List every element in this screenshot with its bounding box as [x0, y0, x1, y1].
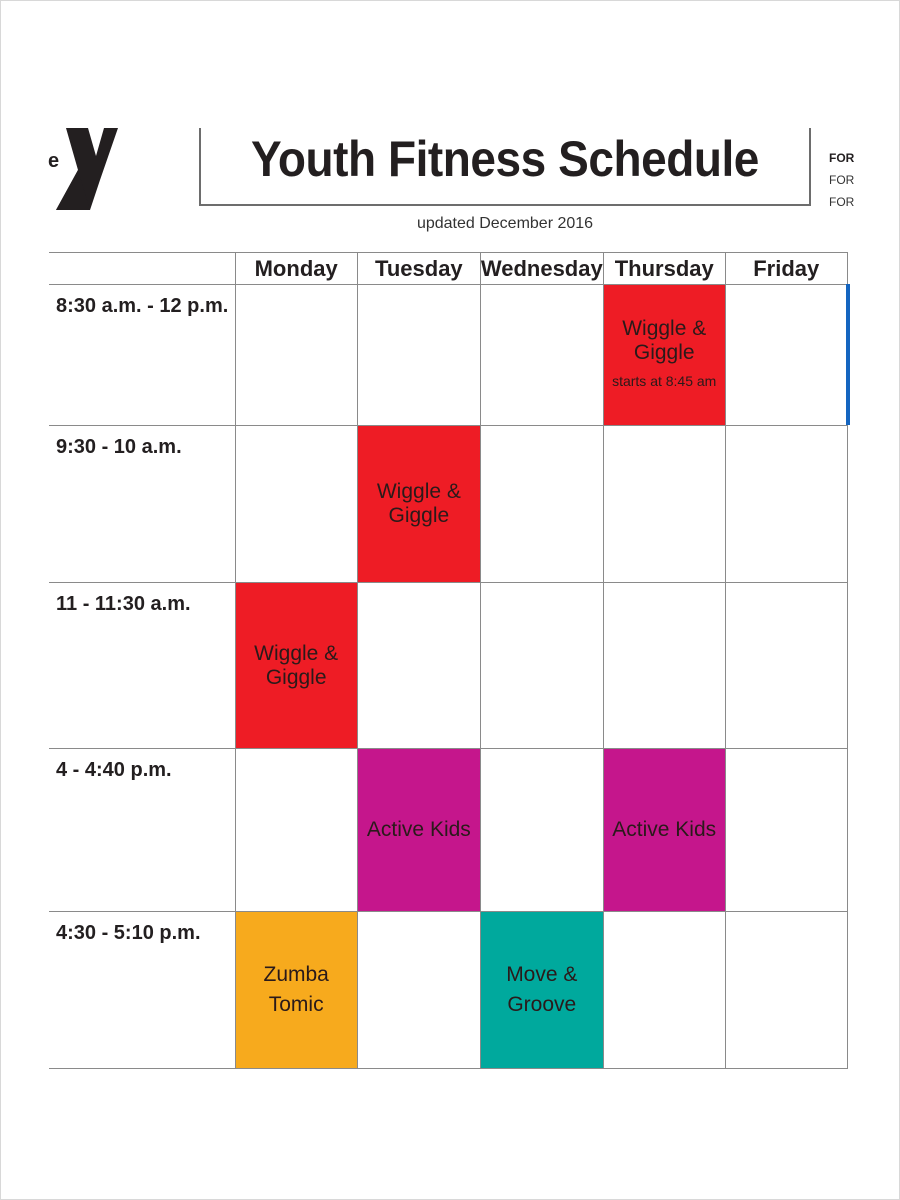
day-header-monday: Monday [235, 253, 357, 285]
updated-date: updated December 2016 [416, 215, 594, 232]
time-label: 4:30 - 5:10 p.m. [49, 912, 235, 1069]
empty-cell [603, 426, 725, 583]
empty-cell [235, 285, 357, 426]
empty-cell [725, 583, 847, 749]
side-text-3: FOR [829, 195, 855, 209]
table-row [49, 285, 847, 426]
empty-cell [480, 285, 603, 426]
side-text-2: FOR [829, 173, 855, 187]
empty-cell [725, 749, 847, 912]
schedule-table [49, 252, 848, 1069]
table-row [49, 583, 847, 749]
empty-cell [603, 912, 725, 1069]
blue-edge-marker [846, 284, 850, 425]
empty-cell [235, 426, 357, 583]
empty-cell [235, 749, 357, 912]
table-row [49, 749, 847, 912]
empty-cell [725, 426, 847, 583]
event-active-kids-thursday[interactable] [603, 749, 725, 912]
empty-cell [725, 285, 847, 426]
event-label: Zumba Tomic [263, 963, 329, 1016]
empty-cell [725, 912, 847, 1069]
empty-cell [603, 583, 725, 749]
empty-cell [480, 749, 603, 912]
time-label: 8:30 a.m. - 12 p.m. [49, 285, 235, 426]
event-label: Wiggle & Giggle [622, 317, 707, 364]
table-row [49, 912, 847, 1069]
empty-cell [357, 912, 480, 1069]
event-wiggle-giggle-thursday[interactable] [603, 285, 725, 426]
header-row [49, 253, 847, 285]
time-label: 4 - 4:40 p.m. [49, 749, 235, 912]
event-label: Active Kids [612, 818, 717, 841]
empty-cell [357, 285, 480, 426]
day-header-friday: Friday [725, 253, 847, 285]
event-move-groove-wednesday[interactable] [480, 912, 603, 1069]
event-zumba-tomic-monday[interactable] [235, 912, 357, 1069]
event-label: Wiggle & Giggle [254, 641, 339, 689]
event-active-kids-tuesday[interactable] [357, 749, 480, 912]
page-title: Youth Fitness Schedule [251, 131, 759, 187]
empty-cell [357, 583, 480, 749]
logo-partial-text: e [48, 150, 60, 172]
event-label: Wiggle & Giggle [376, 480, 461, 527]
title-box [199, 128, 811, 206]
event-wiggle-giggle-monday[interactable] [235, 583, 357, 749]
event-wiggle-giggle-tuesday[interactable] [357, 426, 480, 583]
time-label: 11 - 11:30 a.m. [49, 583, 235, 749]
empty-cell [480, 426, 603, 583]
event-label: Move & Groove [506, 963, 578, 1016]
day-header-tuesday: Tuesday [357, 253, 480, 285]
corner-cell [49, 253, 235, 285]
day-header-wednesday: Wednesday [480, 253, 603, 285]
time-label: 9:30 - 10 a.m. [49, 426, 235, 583]
side-text-1: FOR [829, 151, 855, 165]
empty-cell [480, 583, 603, 749]
day-header-thursday: Thursday [603, 253, 725, 285]
event-note: starts at 8:45 am [612, 373, 717, 389]
table-row [49, 426, 847, 583]
event-label: Active Kids [366, 818, 471, 841]
